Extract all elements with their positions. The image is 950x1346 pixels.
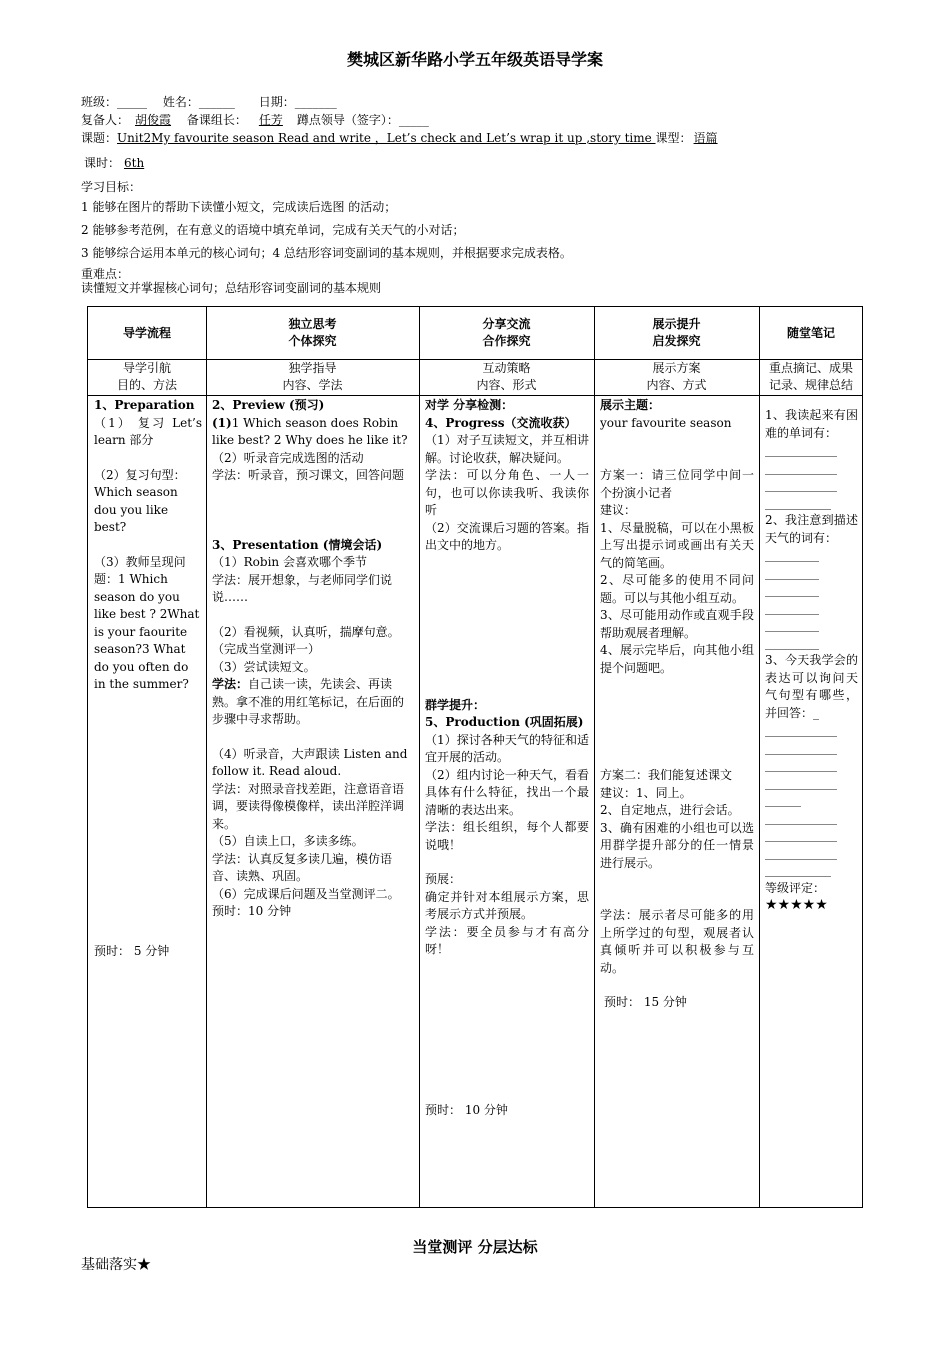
section-heading: 当堂测评 分层达标 (412, 1238, 538, 1256)
header-text: 合作探究 (482, 334, 531, 348)
step-text: 学法：认真反复多读几遍，模仿语音、读熟、巩固。 (212, 851, 393, 883)
subheader-text: 内容、方式 (646, 378, 707, 392)
method-label: 学法： (212, 677, 249, 691)
subheader-text: 内容、形式 (476, 378, 537, 392)
subheader-text: 记录、规律总结 (768, 378, 853, 392)
answer-line: ____________ (765, 828, 837, 842)
answer-line: ____________ (765, 478, 837, 492)
step-text: 1、尽量脱稿，可以在小黑板上写出提示词或画出有关天气的简笔画。 (600, 520, 754, 570)
goal-item-3: 3 能够综合运用本单元的核心词句；4 总结形容词变副词的基本规则，并根据要求完成表格。 (81, 246, 572, 260)
note-prompt: 1、我读起来有困难的单词有： (765, 408, 858, 440)
step-text: （1）Robin 会喜欢哪个季节 (212, 555, 367, 569)
note-prompt: 3、今天我学会的表达可以询问天气句型有哪些，并回答：_ (765, 653, 858, 720)
answer-line: _________ (765, 618, 819, 632)
table-divider (594, 307, 595, 1207)
goals-label: 学习目标： (81, 180, 142, 194)
section-title: 4、Progress（交流收获） (425, 415, 577, 430)
subheader-text: 重点摘记、成果 (768, 361, 853, 375)
step-text: （6）完成课后问题及当堂测评二。 (212, 886, 400, 901)
section-title: 3、Presentation (情境会话) (212, 537, 383, 552)
step-text: 学法：可以分角色、一人一句，也可以你读我听、我读你听 (425, 468, 589, 517)
step-text: 学法：对照录音找差距，注意语音语调，要读得像模像样，读出洋腔洋调来。 (212, 781, 405, 831)
date-label: 日期： (258, 95, 295, 109)
column-independent (212, 397, 414, 921)
answer-line: ____________ (765, 775, 837, 790)
header-text: 随堂笔记 (786, 325, 835, 340)
table-header-flow (88, 307, 206, 359)
section-title: 1、Preparation (94, 398, 195, 412)
step-text: 1 Which season does Robin like best? 2 Why does he like it? (212, 415, 408, 447)
step-text: （4）听录音，大声跟读 Listen and follow it. Read aloud. (212, 746, 408, 778)
goal-item-1: 1 能够在图片的帮助下读懂小短文，完成读后选图 的活动； (81, 200, 397, 214)
answer-line: ____________ (765, 845, 837, 860)
goal-item-2: 2 能够参考范例，在有意义的语境中填充单词，完成有关天气的小对话； (81, 223, 465, 237)
step-text: （1） 复习 Let’s learn 部分 (94, 415, 202, 447)
header-line-period (84, 154, 148, 171)
column-share (425, 397, 589, 1117)
time-text: 预时： 5 分钟 (94, 944, 170, 958)
prep-value: 胡俊霞 (135, 113, 172, 127)
table-divider (419, 307, 420, 1207)
header-text: 启发探究 (652, 334, 701, 348)
column-guide (94, 397, 202, 958)
supervisor-blank: _____ (398, 113, 429, 127)
answer-line: ____________ (765, 740, 837, 755)
answer-line: ___________ (765, 495, 831, 510)
subheader-text: 独学指导 (288, 361, 337, 375)
answer-line: _________ (765, 635, 819, 650)
step-text: （2）听录音完成选图的活动 (212, 450, 364, 465)
column-display (600, 397, 754, 1009)
step-text: （2）组内讨论一种天气，看看具体有什么特征，找出一个最清晰的表达出来。 (425, 767, 589, 817)
subheader-text: 目的、方法 (116, 378, 177, 392)
step-text: （3）教师呈现问题：1 Which season do you like best ? 2What is your faourite season?3 What do you often do in the summer? (94, 554, 200, 691)
step-text: （1）探讨各种天气的特征和适宜开展的活动。 (425, 732, 589, 764)
level-label: 基础落实★ (81, 1257, 151, 1273)
table-subheader-flow (88, 359, 206, 396)
subheader-text: 导学引航 (122, 361, 171, 375)
time-text: 预时：10 分钟 (212, 904, 292, 918)
step-text: 学法：听录音，预习课文，回答问题 (212, 468, 405, 482)
column-notes (765, 407, 858, 915)
plan-title: 方案一：请三位同学中间一个扮演小记者 (600, 468, 754, 500)
table-header-independent (206, 307, 419, 359)
grade-stars: ★★★★★ (765, 897, 828, 913)
step-text: 学法：要全员参与才有高分呀！ (425, 924, 589, 956)
answer-line: ____________ (765, 460, 837, 475)
header-text: 展示提升 (652, 317, 701, 331)
step-text: 确定并针对本组展示方案，思考展示方式并预展。 (425, 889, 589, 921)
type-value: 语篇 (693, 131, 718, 145)
header-text: 独立思考 (288, 317, 337, 331)
table-divider (206, 307, 207, 1207)
leader-label: 备课组长： (186, 113, 247, 127)
table-header-notes (759, 307, 863, 359)
step-text: 3、确有困难的小组也可以选用群学提升部分的任一情景进行展示。 (600, 820, 754, 870)
section-title: 群学提升： (425, 698, 486, 712)
section-title: 展示主题： (600, 398, 661, 412)
table-header-share (419, 307, 594, 359)
answer-line: ______ (765, 793, 801, 807)
answer-line: _________ (765, 565, 819, 580)
topic-value: Unit2My favourite season Read and write ，Let’s check and Let’s wrap it up ,story time (117, 131, 656, 145)
header-text: 导学流程 (122, 325, 171, 340)
table-subheader-display (594, 359, 759, 396)
type-label: 课型： (655, 131, 692, 145)
date-blank: _______ (294, 95, 337, 109)
answer-line: ____________ (765, 810, 837, 825)
header-line-topic (81, 129, 722, 146)
guide-table (87, 306, 863, 1208)
answer-line: _________ (765, 600, 819, 615)
answer-line: ____________ (765, 443, 837, 457)
class-label: 班级： (81, 95, 118, 109)
header-line-class (81, 93, 337, 110)
method-text: 学法：展示者尽可能多的用上所学过的句型，观展者认真倾听并可以积极参与互动。 (600, 908, 754, 975)
table-subheader-notes (759, 359, 863, 396)
leader-value: 任芳 (258, 113, 283, 127)
table-header-display (594, 307, 759, 359)
header-line-prep (81, 111, 429, 128)
supervisor-label: 蹲点领导（签字）： (296, 113, 399, 127)
step-text: 3、尽可能用动作或直观手段帮助观展者理解。 (600, 608, 754, 640)
step-text: （3）尝试读短文。 (212, 659, 316, 674)
answer-line: _________ (765, 548, 819, 562)
answer-line: ____________ (765, 723, 837, 737)
answer-line: ___________ (765, 863, 831, 877)
step-text: 4、展示完毕后，向其他小组提个问题吧。 (600, 643, 754, 675)
section-title: 5、Production (巩固拓展) (425, 715, 584, 729)
table-divider (759, 307, 760, 1207)
step-text: 建议：1、同上。 (600, 785, 692, 800)
step-text: 2、自定地点，进行会话。 (600, 803, 740, 817)
answer-line: ____________ (765, 758, 837, 772)
step-text: （1）对子互读短文，并互相讲解。讨论收获，解决疑问。 (425, 433, 589, 465)
step-text: （2）看视频，认真听，揣摩句意。（完成当堂测评一） (212, 624, 400, 656)
step-text: （2）交流课后习题的答案。指出文中的地方。 (425, 520, 589, 552)
step-text: 自己读一读，先读会、再读熟。拿不准的用红笔标记，在后面的步骤中寻求帮助。 (212, 677, 405, 726)
step-text: （5）自读上口，多读多练。 (212, 834, 364, 848)
period-value: 6th (124, 156, 145, 170)
name-blank: ______ (198, 95, 235, 109)
table-subheader-independent (206, 359, 419, 396)
key-points-text: 读懂短文并掌握核心词句；总结形容词变副词的基本规则 (81, 281, 382, 295)
header-text: 分享交流 (482, 317, 531, 331)
subheader-text: 展示方案 (652, 361, 701, 375)
step-text: 2、尽可能多的使用不同问题。可以与其他小组互动。 (600, 573, 754, 605)
section-title: 2、Preview (预习) (212, 398, 325, 412)
step-text: 建议： (600, 503, 637, 517)
class-blank: _____ (117, 95, 148, 109)
time-text: 预时： 10 分钟 (425, 1103, 508, 1117)
key-points-label: 重难点： (81, 267, 130, 281)
time-text: 预时： 15 分钟 (604, 995, 687, 1009)
topic-label: 课题： (81, 131, 118, 145)
subheader-text: 互动策略 (482, 361, 531, 375)
step-text: 学法：组长组织，每个人都要说哦！ (425, 820, 589, 852)
pre-show-label: 预展： (425, 872, 462, 886)
step-number: (1) (212, 415, 232, 430)
answer-line: _________ (765, 583, 819, 597)
page-title: 樊城区新华路小学五年级英语导学案 (346, 50, 603, 69)
prep-label: 复备人： (81, 113, 130, 127)
step-text: 学法：展开想象，与老师同学们说说…… (212, 572, 393, 604)
period-label: 课时： (84, 156, 121, 170)
subheader-text: 内容、学法 (282, 378, 343, 392)
theme-value: your favourite season (600, 415, 732, 430)
section-title: 对学 分享检测： (425, 398, 514, 412)
header-text: 个体探究 (288, 334, 337, 348)
plan-title: 方案二：我们能复述课文 (600, 768, 733, 782)
name-label: 姓名： (162, 95, 199, 109)
grade-label: 等级评定： (765, 880, 826, 895)
step-text: （2）复习句型：Which season dou you like best? (94, 467, 186, 534)
table-subheader-share (419, 359, 594, 396)
note-prompt: 2、我注意到描述天气的词有： (765, 513, 858, 545)
